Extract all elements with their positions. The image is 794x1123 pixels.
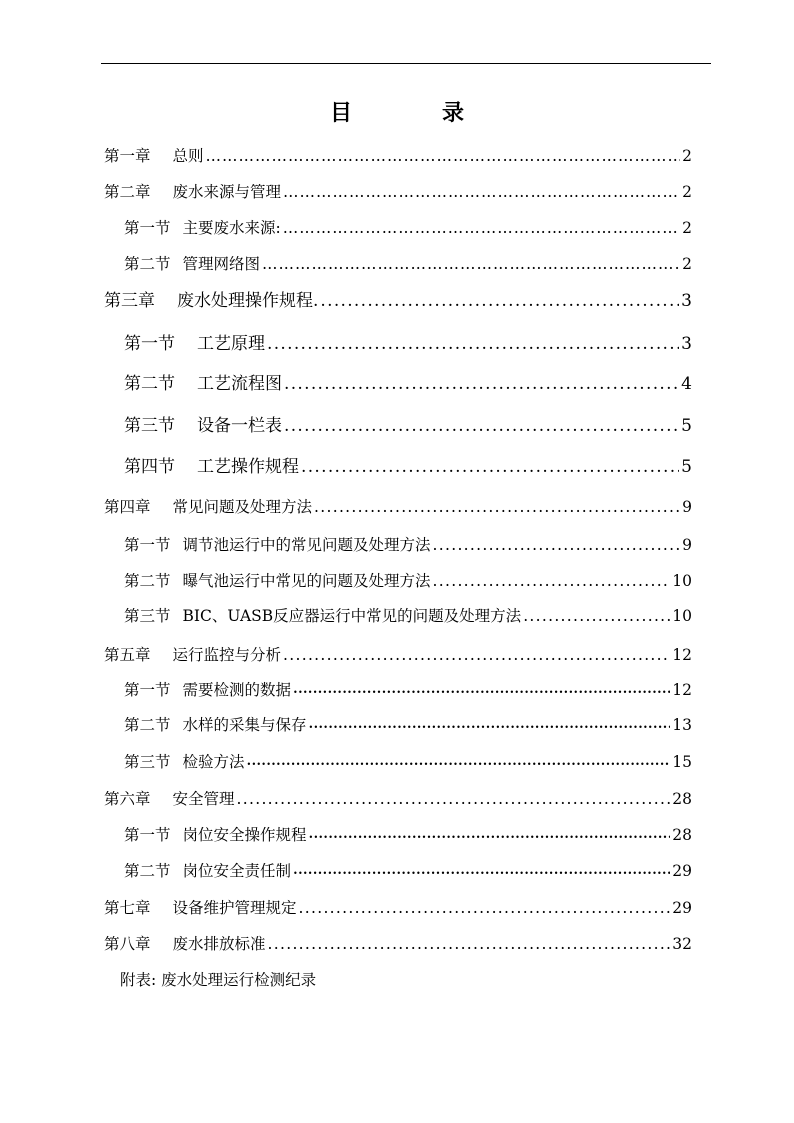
toc-entry-label: 废水来源与管理	[172, 183, 282, 201]
toc-leader-dots	[433, 571, 671, 591]
toc-entry-page: 28	[672, 790, 692, 808]
toc-entry-number: 第三节	[124, 607, 171, 625]
toc-entry-page: 32	[672, 935, 692, 953]
toc-entry-page: 2	[682, 147, 692, 165]
toc-entry-number: 第一节	[124, 334, 175, 354]
toc-leader-dots	[309, 825, 671, 848]
toc-leader-dots	[301, 457, 679, 477]
toc-entry-number: 第二节	[124, 716, 171, 734]
toc-entry[interactable]	[124, 334, 692, 354]
toc-entry[interactable]	[124, 715, 692, 738]
toc-entry-number: 第三节	[124, 753, 171, 771]
toc-entry-label: 检验方法	[182, 753, 245, 771]
toc-entry-page: 3	[681, 291, 692, 311]
toc-entry-page: 5	[681, 416, 692, 436]
toc-entry-label: 运行监控与分析	[172, 646, 282, 664]
toc-entry[interactable]	[104, 934, 692, 954]
toc-entry-label: 工艺原理	[197, 334, 265, 354]
toc-entry-page: 5	[681, 457, 692, 477]
toc-entry-number: 第一节	[124, 219, 171, 237]
toc-leader-dots	[284, 374, 679, 394]
toc-entry-number: 第一节	[124, 536, 171, 554]
toc-entry-page: 12	[672, 646, 692, 664]
title-left-char: 目	[329, 100, 352, 126]
toc-entry-number: 第二节	[124, 374, 175, 394]
toc-entry-page: 10	[672, 572, 692, 590]
toc-entry-number: 第二节	[124, 572, 171, 590]
toc-entry-number: 第二节	[124, 862, 171, 880]
toc-entry[interactable]	[104, 645, 692, 665]
toc-entry-number: 第四节	[124, 457, 175, 477]
toc-leader-dots	[247, 752, 671, 775]
toc-entry-label: 水样的采集与保存	[182, 716, 307, 734]
toc-entry-page: 2	[682, 255, 692, 273]
toc-entry-page: 28	[672, 826, 692, 844]
toc-leader-dots	[237, 789, 671, 809]
toc-entry[interactable]	[124, 254, 692, 274]
toc-leader-dots	[433, 535, 681, 555]
toc-entry-page: 9	[682, 498, 692, 516]
toc-entry-label: 岗位安全操作规程	[182, 826, 307, 844]
toc-entry-page: 13	[672, 716, 692, 734]
toc-leader-dots	[284, 416, 679, 436]
toc-entry-label: 需要检测的数据	[182, 681, 292, 699]
toc-entry-number: 第六章	[104, 790, 151, 808]
toc-entry-number: 第三节	[124, 416, 175, 436]
toc-entry-page: 4	[681, 374, 692, 394]
toc-entry-label: 管理网络图	[182, 255, 261, 273]
toc-leader-dots	[309, 715, 671, 738]
toc-leader-dots	[314, 497, 680, 517]
toc-entry-number: 第一节	[124, 681, 171, 699]
toc-leader-dots	[293, 680, 670, 703]
toc-entry-label: 废水处理操作规程.	[177, 291, 319, 311]
toc-entry[interactable]	[124, 218, 692, 238]
toc-leader-dots	[268, 934, 671, 954]
toc-entry[interactable]	[104, 182, 692, 202]
toc-entry[interactable]	[124, 825, 692, 848]
toc-entry-label: 工艺流程图	[197, 374, 282, 394]
toc-entry-page: 29	[672, 862, 692, 880]
toc-entry-number: 第二章	[104, 183, 151, 201]
toc-entry-label: 废水排放标准	[172, 935, 266, 953]
toc-entry[interactable]	[124, 416, 692, 436]
toc-entry-number: 第四章	[104, 498, 151, 516]
toc-entry-page: 29	[672, 899, 692, 917]
toc-entry-label: 调节池运行中的常见问题及处理方法	[182, 536, 431, 554]
toc-entry-label: 设备一栏表	[197, 416, 282, 436]
toc-entry-number: 第八章	[104, 935, 151, 953]
toc-entry[interactable]	[124, 571, 692, 591]
toc-entry[interactable]	[104, 497, 692, 517]
toc-entry-label: 安全管理	[172, 790, 235, 808]
toc-entry-page: 2	[682, 219, 692, 237]
appendix-entry: 附表: 废水处理运行检测纪录	[120, 971, 317, 989]
toc-entry[interactable]	[124, 752, 692, 775]
toc-entry[interactable]	[104, 898, 692, 918]
toc-entry[interactable]	[124, 457, 692, 477]
toc-leader-dots	[283, 645, 670, 665]
toc-entry-page: 2	[682, 183, 692, 201]
toc-leader-dots	[262, 254, 680, 274]
toc-leader-dots	[283, 218, 680, 238]
toc-entry-label: 主要废水来源:	[182, 219, 281, 237]
toc-entry-label: 常见问题及处理方法	[172, 498, 313, 516]
title-right-char: 录	[442, 100, 465, 126]
toc-leader-dots	[283, 182, 680, 202]
toc-leader-dots	[299, 898, 671, 918]
toc-entry-label: 总则	[172, 147, 204, 165]
toc-entry-page: 3	[681, 334, 692, 354]
toc-entry-label: 设备维护管理规定	[172, 899, 297, 917]
toc-entry[interactable]	[104, 291, 692, 311]
toc-leader-dots	[320, 291, 679, 311]
toc-entry-page: 10	[672, 607, 692, 625]
toc-leader-dots	[267, 334, 679, 354]
toc-entry-page: 9	[682, 536, 692, 554]
toc-entry[interactable]	[124, 861, 692, 884]
toc-entry-number: 第三章	[104, 291, 155, 311]
toc-entry-number: 第七章	[104, 899, 151, 917]
toc-entry[interactable]	[124, 680, 692, 703]
toc-entry-page: 12	[672, 681, 692, 699]
toc-entry-number: 第五章	[104, 646, 151, 664]
toc-entry[interactable]	[124, 606, 692, 626]
toc-entry[interactable]	[104, 789, 692, 809]
toc-entry-page: 15	[672, 753, 692, 771]
toc-entry-label: 岗位安全责任制	[182, 862, 292, 880]
toc-entry-number: 第二节	[124, 255, 171, 273]
toc-entry-label: 工艺操作规程	[197, 457, 299, 477]
toc-entry-label: 曝气池运行中常见的问题及处理方法	[182, 572, 431, 590]
toc-entry-number: 第一节	[124, 826, 171, 844]
toc-leader-dots	[293, 861, 670, 884]
toc-leader-dots	[206, 146, 681, 166]
toc-entry[interactable]	[124, 374, 692, 394]
toc-entry-label: BIC、UASB反应器运行中常见的问题及处理方法	[182, 607, 522, 625]
toc-leader-dots	[523, 606, 670, 626]
toc-entry-number: 第一章	[104, 147, 151, 165]
toc-entry[interactable]	[104, 146, 692, 166]
toc-entry[interactable]	[124, 535, 692, 555]
